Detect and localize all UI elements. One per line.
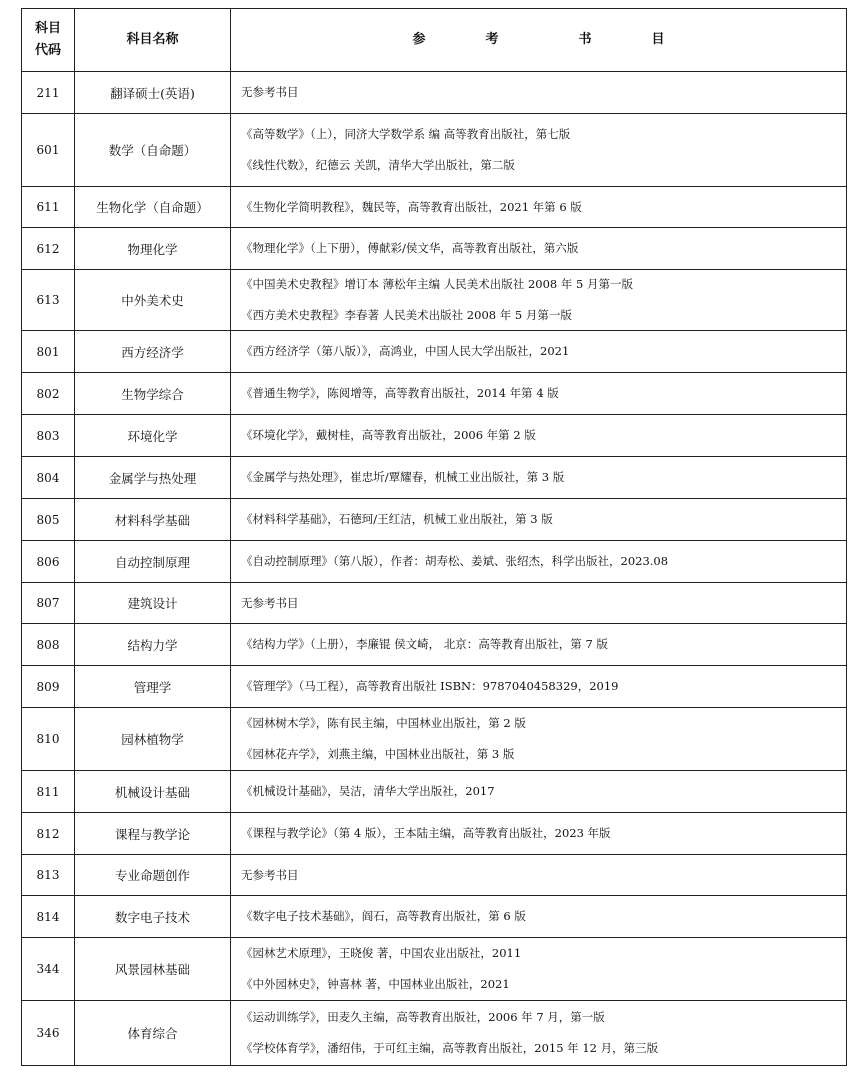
reference-books xyxy=(231,583,847,624)
header-code-line2: 代码 xyxy=(34,43,61,58)
subject-code: 804 xyxy=(22,457,75,499)
subject-code: 812 xyxy=(22,813,75,855)
table-row xyxy=(22,896,847,938)
reference-books xyxy=(231,373,847,415)
table-row xyxy=(22,708,847,771)
table-row xyxy=(22,228,847,270)
table-row xyxy=(22,187,847,228)
subject-code: 611 xyxy=(22,187,75,228)
header-code-line1: 科目 xyxy=(34,21,61,36)
table-row xyxy=(22,415,847,457)
reference-books xyxy=(231,666,847,708)
header-subject-code xyxy=(22,9,75,72)
reference-book-entry: 《高等数学》（上），同济大学数学系 编 高等教育出版社，第七版 xyxy=(241,127,571,141)
subject-code: 807 xyxy=(22,583,75,624)
table-row xyxy=(22,541,847,583)
subject-name: 西方经济学 xyxy=(75,331,231,373)
reference-books xyxy=(231,72,847,114)
subject-name: 数学（自命题） xyxy=(75,114,231,187)
subject-name: 管理学 xyxy=(75,666,231,708)
reference-book-entry: 无参考书目 xyxy=(241,85,299,99)
reference-book-entry: 《物理化学》（上下册），傅献彩/侯文华，高等教育出版社，第六版 xyxy=(241,241,579,255)
reference-books xyxy=(231,813,847,855)
table-header-row xyxy=(22,9,847,72)
reference-book-entry: 《结构力学》（上册），李廉锟 侯文崎， 北京：高等教育出版社，第 7 版 xyxy=(241,637,608,651)
reference-books xyxy=(231,624,847,666)
table-row xyxy=(22,114,847,187)
table-row xyxy=(22,938,847,1001)
reference-book-entry: 《环境化学》，戴树桂，高等教育出版社，2006 年第 2 版 xyxy=(241,428,536,442)
table-row xyxy=(22,1001,847,1066)
reference-books xyxy=(231,541,847,583)
reference-book-entry: 无参考书目 xyxy=(241,867,299,882)
subject-code: 813 xyxy=(22,855,75,896)
subject-name: 生物化学（自命题） xyxy=(75,187,231,228)
subject-code: 811 xyxy=(22,771,75,813)
table-row xyxy=(22,624,847,666)
reference-books xyxy=(231,331,847,373)
subject-code: 601 xyxy=(22,114,75,187)
subject-name: 翻译硕士(英语) xyxy=(75,72,231,114)
reference-books xyxy=(231,938,847,1001)
subject-name: 专业命题创作 xyxy=(75,855,231,896)
reference-books xyxy=(231,228,847,270)
subject-code: 808 xyxy=(22,624,75,666)
table-row xyxy=(22,270,847,331)
reference-book-entry: 《园林艺术原理》，王晓俊 著，中国农业出版社，2011 xyxy=(241,946,522,960)
subject-name: 金属学与热处理 xyxy=(75,457,231,499)
reference-books xyxy=(231,114,847,187)
subject-code: 613 xyxy=(22,270,75,331)
reference-book-entry: 《机械设计基础》，吴洁，清华大学出版社，2017 xyxy=(241,784,495,798)
subject-name: 数字电子技术 xyxy=(75,896,231,938)
reference-book-entry: 《学校体育学》，潘绍伟，于可红主编，高等教育出版社，2015 年 12 月，第三版 xyxy=(241,1041,659,1055)
reference-book-entry: 《数字电子技术基础》，阎石，高等教育出版社，第 6 版 xyxy=(241,909,526,923)
reference-book-entry: 《金属学与热处理》，崔忠圻/覃耀春，机械工业出版社，第 3 版 xyxy=(241,470,565,484)
reference-book-entry: 《课程与教学论》（第 4 版），王本陆主编，高等教育出版社，2023 年版 xyxy=(241,826,611,840)
reference-book-entry: 《普通生物学》，陈阅增等，高等教育出版社，2014 年第 4 版 xyxy=(241,386,559,400)
reference-book-entry: 《运动训练学》，田麦久主编，高等教育出版社，2006 年 7 月，第一版 xyxy=(241,1010,605,1024)
header-ref-char: 参 xyxy=(412,32,426,47)
subject-name: 机械设计基础 xyxy=(75,771,231,813)
subject-code: 802 xyxy=(22,373,75,415)
subject-code: 612 xyxy=(22,228,75,270)
subject-name: 风景园林基础 xyxy=(75,938,231,1001)
table-row xyxy=(22,855,847,896)
table-row xyxy=(22,583,847,624)
subject-code: 801 xyxy=(22,331,75,373)
reference-books xyxy=(231,415,847,457)
reference-book-entry: 《自动控制原理》（第八版），作者：胡寿松、姜斌、张绍杰，科学出版社，2023.08 xyxy=(241,554,669,568)
header-ref-char: 书 xyxy=(578,32,592,47)
reference-book-entry: 《生物化学简明教程》，魏民等，高等教育出版社，2021 年第 6 版 xyxy=(241,199,582,214)
subject-code: 346 xyxy=(22,1001,75,1066)
reference-books xyxy=(231,499,847,541)
table-row xyxy=(22,373,847,415)
subject-name: 结构力学 xyxy=(75,624,231,666)
reference-book-entry: 《管理学》（马工程），高等教育出版社 ISBN：9787040458329，2019 xyxy=(241,679,619,693)
subject-name: 中外美术史 xyxy=(75,270,231,331)
subject-code: 809 xyxy=(22,666,75,708)
reference-books xyxy=(231,708,847,771)
subject-code: 806 xyxy=(22,541,75,583)
subject-code: 344 xyxy=(22,938,75,1001)
header-ref-char: 考 xyxy=(485,32,499,47)
reference-book-table xyxy=(21,8,847,1066)
header-subject-name: 科目名称 xyxy=(75,9,231,72)
reference-books xyxy=(231,771,847,813)
table-row xyxy=(22,666,847,708)
table-row xyxy=(22,771,847,813)
reference-book-entry: 《材料科学基础》，石德珂/王红洁，机械工业出版社，第 3 版 xyxy=(241,512,553,526)
reference-books xyxy=(231,457,847,499)
reference-book-entry: 《西方美术史教程》李春著 人民美术出版社 2008 年 5 月第一版 xyxy=(241,308,572,322)
subject-name: 体育综合 xyxy=(75,1001,231,1066)
table-row xyxy=(22,72,847,114)
subject-name: 自动控制原理 xyxy=(75,541,231,583)
reference-books xyxy=(231,270,847,331)
subject-name: 物理化学 xyxy=(75,228,231,270)
reference-books xyxy=(231,896,847,938)
subject-code: 814 xyxy=(22,896,75,938)
subject-name: 课程与教学论 xyxy=(75,813,231,855)
table-row xyxy=(22,499,847,541)
reference-book-entry: 《园林树木学》，陈有民主编，中国林业出版社，第 2 版 xyxy=(241,716,526,730)
subject-name: 环境化学 xyxy=(75,415,231,457)
table-row xyxy=(22,813,847,855)
subject-name: 生物学综合 xyxy=(75,373,231,415)
header-ref-char: 目 xyxy=(651,32,665,47)
subject-code: 805 xyxy=(22,499,75,541)
table-row xyxy=(22,457,847,499)
reference-books xyxy=(231,187,847,228)
reference-book-entry: 《西方经济学（第八版）》，高鸿业，中国人民大学出版社，2021 xyxy=(241,344,570,358)
reference-book-entry: 《线性代数》，纪德云 关凯，清华大学出版社，第二版 xyxy=(241,158,515,172)
subject-code: 211 xyxy=(22,72,75,114)
subject-name: 材料科学基础 xyxy=(75,499,231,541)
reference-books xyxy=(231,855,847,896)
reference-books xyxy=(231,1001,847,1066)
reference-book-entry: 《园林花卉学》，刘燕主编，中国林业出版社，第 3 版 xyxy=(241,747,515,761)
reference-book-entry: 《中国美术史教程》增订本 薄松年主编 人民美术出版社 2008 年 5 月第一版 xyxy=(241,277,634,291)
subject-name: 园林植物学 xyxy=(75,708,231,771)
reference-book-entry: 无参考书目 xyxy=(241,595,299,610)
subject-name: 建筑设计 xyxy=(75,583,231,624)
reference-book-entry: 《中外园林史》，钟喜林 著，中国林业出版社，2021 xyxy=(241,977,510,991)
subject-code: 810 xyxy=(22,708,75,771)
subject-code: 803 xyxy=(22,415,75,457)
table-row xyxy=(22,331,847,373)
header-reference-books xyxy=(231,9,847,72)
